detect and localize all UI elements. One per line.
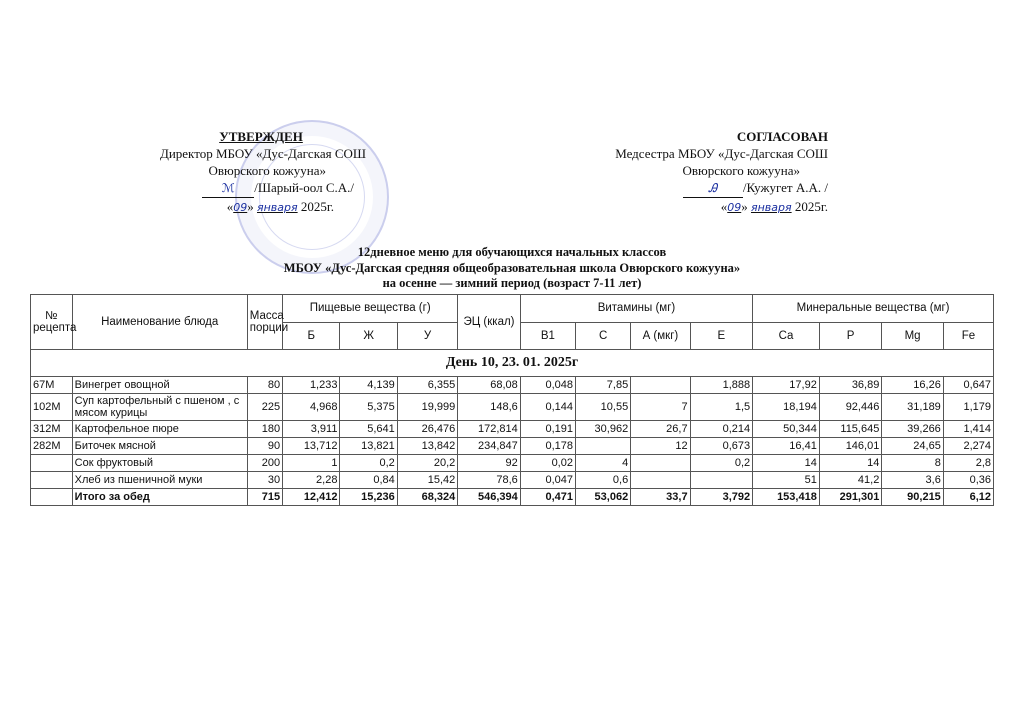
cell-iron: 2,8 — [943, 455, 993, 472]
cell-phosphorus: 146,01 — [819, 438, 882, 455]
cell-carbs: 19,999 — [397, 394, 457, 421]
header-iron: Fe — [943, 322, 993, 350]
header-vitamin-c: С — [575, 322, 630, 350]
cell-calcium: 50,344 — [753, 421, 820, 438]
approval-date-month: января — [256, 201, 298, 214]
cell-calcium: 153,418 — [753, 489, 820, 506]
cell-energy: 68,08 — [458, 377, 521, 394]
cell-fat: 5,641 — [340, 421, 397, 438]
header-vitamins: Витамины (мг) — [520, 295, 752, 323]
header-portion-mass: Масса порции — [247, 295, 282, 350]
cell-dish-name: Картофельное пюре — [72, 421, 247, 438]
cell-dish-name: Хлеб из пшеничной муки — [72, 472, 247, 489]
cell-phosphorus: 41,2 — [819, 472, 882, 489]
header-protein: Б — [283, 322, 340, 350]
cell-vitamin-e: 0,214 — [690, 421, 753, 438]
approval-block-nurse: СОГЛАСОВАН Медсестра МБОУ «Дус-Дагская СОШ Овюрского кожууна» Ꭿ /Кужугет А.А. / «09» января 2025г. — [560, 128, 828, 216]
cell-fat: 13,821 — [340, 438, 397, 455]
header-dish-name: Наименование блюда — [72, 295, 247, 350]
approval-date-year: 2025г. — [794, 199, 828, 214]
cell-phosphorus: 291,301 — [819, 489, 882, 506]
cell-carbs: 26,476 — [397, 421, 457, 438]
approval-date-day: 09 — [727, 201, 742, 214]
document-title — [0, 245, 1024, 292]
header-carbs: У — [397, 322, 457, 350]
cell-protein: 3,911 — [283, 421, 340, 438]
day-row — [31, 350, 994, 377]
cell-carbs: 6,355 — [397, 377, 457, 394]
approval-block-director: УТВЕРЖДЕН Директор МБОУ «Дус-Дагская СОШ Овюрского кожууна» ℳ /Шарый-оол С.А./ «09» января 2025г. — [96, 128, 366, 216]
cell-iron: 0,647 — [943, 377, 993, 394]
cell-vitamin-b1: 0,048 — [520, 377, 575, 394]
cell-protein: 13,712 — [283, 438, 340, 455]
approval-date-day: 09 — [233, 201, 248, 214]
cell-vitamin-b1: 0,047 — [520, 472, 575, 489]
cell-portion-mass: 80 — [247, 377, 282, 394]
cell-magnesium: 90,215 — [882, 489, 943, 506]
cell-vitamin-c: 10,55 — [575, 394, 630, 421]
cell-energy: 92 — [458, 455, 521, 472]
cell-carbs: 68,324 — [397, 489, 457, 506]
approval-heading: СОГЛАСОВАН — [736, 129, 828, 144]
cell-fat: 0,2 — [340, 455, 397, 472]
cell-portion-mass: 225 — [247, 394, 282, 421]
cell-vitamin-c: 53,062 — [575, 489, 630, 506]
approval-heading: УТВЕРЖДЕН — [219, 129, 303, 144]
cell-vitamin-b1: 0,02 — [520, 455, 575, 472]
cell-fat: 4,139 — [340, 377, 397, 394]
cell-iron: 0,36 — [943, 472, 993, 489]
table-row — [31, 455, 994, 472]
header-fat: Ж — [340, 322, 397, 350]
cell-magnesium: 39,266 — [882, 421, 943, 438]
title-line-3: на осенне — зимний период (возраст 7-11 лет) — [382, 276, 642, 290]
cell-portion-mass: 30 — [247, 472, 282, 489]
nurse-signature: Ꭿ — [683, 180, 743, 198]
cell-vitamin-a — [631, 455, 690, 472]
cell-calcium: 14 — [753, 455, 820, 472]
cell-carbs: 13,842 — [397, 438, 457, 455]
header-vitamin-e: Е — [690, 322, 753, 350]
cell-dish-name: Итого за обед — [72, 489, 247, 506]
cell-vitamin-b1: 0,144 — [520, 394, 575, 421]
approval-organization: Овюрского кожууна» — [208, 163, 326, 178]
cell-magnesium: 8 — [882, 455, 943, 472]
table-header-row-1 — [31, 295, 994, 323]
cell-phosphorus: 14 — [819, 455, 882, 472]
cell-vitamin-e: 0,673 — [690, 438, 753, 455]
cell-recipe-number — [31, 489, 73, 506]
header-calcium: Са — [753, 322, 820, 350]
cell-energy: 148,6 — [458, 394, 521, 421]
cell-vitamin-a — [631, 377, 690, 394]
cell-protein: 4,968 — [283, 394, 340, 421]
day-label: День 10, 23. 01. 2025г — [31, 350, 994, 377]
title-line-2: МБОУ «Дус-Дагская средняя общеобразовательная школа Овюрского кожууна» — [283, 260, 741, 275]
cell-protein: 1,233 — [283, 377, 340, 394]
cell-iron: 6,12 — [943, 489, 993, 506]
table-row — [31, 472, 994, 489]
cell-calcium: 16,41 — [753, 438, 820, 455]
cell-recipe-number: 282М — [31, 438, 73, 455]
cell-carbs: 20,2 — [397, 455, 457, 472]
cell-carbs: 15,42 — [397, 472, 457, 489]
cell-vitamin-a: 26,7 — [631, 421, 690, 438]
cell-vitamin-e: 0,2 — [690, 455, 753, 472]
cell-magnesium: 24,65 — [882, 438, 943, 455]
cell-portion-mass: 90 — [247, 438, 282, 455]
cell-dish-name: Сок фруктовый — [72, 455, 247, 472]
header-magnesium: Mg — [882, 322, 943, 350]
cell-vitamin-c: 0,6 — [575, 472, 630, 489]
cell-protein: 12,412 — [283, 489, 340, 506]
cell-calcium: 18,194 — [753, 394, 820, 421]
cell-protein: 2,28 — [283, 472, 340, 489]
approval-date-month: января — [750, 201, 792, 214]
cell-vitamin-a: 33,7 — [631, 489, 690, 506]
cell-portion-mass: 200 — [247, 455, 282, 472]
table-row — [31, 421, 994, 438]
cell-vitamin-b1: 0,471 — [520, 489, 575, 506]
header-vitamin-a: А (мкг) — [631, 322, 690, 350]
header-vitamin-b1: В1 — [520, 322, 575, 350]
cell-magnesium: 16,26 — [882, 377, 943, 394]
cell-magnesium: 31,189 — [882, 394, 943, 421]
cell-vitamin-e: 1,888 — [690, 377, 753, 394]
cell-energy: 172,814 — [458, 421, 521, 438]
table-row — [31, 438, 994, 455]
cell-vitamin-e: 3,792 — [690, 489, 753, 506]
cell-energy: 546,394 — [458, 489, 521, 506]
cell-vitamin-a — [631, 472, 690, 489]
approval-name: /Кужугет А.А. / — [742, 180, 828, 195]
cell-recipe-number: 102М — [31, 394, 73, 421]
cell-protein: 1 — [283, 455, 340, 472]
cell-recipe-number — [31, 455, 73, 472]
header-recipe-number: № рецепта — [31, 295, 73, 350]
cell-phosphorus: 92,446 — [819, 394, 882, 421]
cell-vitamin-c — [575, 438, 630, 455]
cell-vitamin-a: 12 — [631, 438, 690, 455]
header-nutrients: Пищевые вещества (г) — [283, 295, 458, 323]
cell-iron: 1,179 — [943, 394, 993, 421]
cell-energy: 78,6 — [458, 472, 521, 489]
cell-vitamin-a: 7 — [631, 394, 690, 421]
table-total-row — [31, 489, 994, 506]
cell-iron: 2,274 — [943, 438, 993, 455]
cell-portion-mass: 715 — [247, 489, 282, 506]
cell-recipe-number: 312М — [31, 421, 73, 438]
cell-fat: 5,375 — [340, 394, 397, 421]
approval-position: Директор МБОУ «Дус-Дагская СОШ — [159, 146, 366, 161]
header-energy: ЭЦ (ккал) — [458, 295, 521, 350]
cell-calcium: 51 — [753, 472, 820, 489]
header-minerals: Минеральные вещества (мг) — [753, 295, 994, 323]
cell-phosphorus: 36,89 — [819, 377, 882, 394]
cell-dish-name: Биточек мясной — [72, 438, 247, 455]
header-phosphorus: Р — [819, 322, 882, 350]
cell-vitamin-b1: 0,178 — [520, 438, 575, 455]
cell-energy: 234,847 — [458, 438, 521, 455]
cell-phosphorus: 115,645 — [819, 421, 882, 438]
cell-dish-name: Суп картофельный с пшеном , с мясом курицы — [72, 394, 247, 421]
approval-position: Медсестра МБОУ «Дус-Дагская СОШ — [615, 146, 828, 161]
table-row — [31, 377, 994, 394]
title-line-1: 12дневное меню для обучающихся начальных классов — [357, 245, 667, 259]
cell-vitamin-c: 30,962 — [575, 421, 630, 438]
cell-vitamin-b1: 0,191 — [520, 421, 575, 438]
cell-portion-mass: 180 — [247, 421, 282, 438]
cell-fat: 15,236 — [340, 489, 397, 506]
cell-calcium: 17,92 — [753, 377, 820, 394]
cell-iron: 1,414 — [943, 421, 993, 438]
table-row — [31, 394, 994, 421]
cell-recipe-number — [31, 472, 73, 489]
cell-vitamin-e: 1,5 — [690, 394, 753, 421]
cell-vitamin-c: 7,85 — [575, 377, 630, 394]
approval-name: /Шарый-оол С.А./ — [254, 180, 354, 195]
cell-magnesium: 3,6 — [882, 472, 943, 489]
approval-organization: Овюрского кожууна» — [682, 163, 800, 178]
cell-dish-name: Винегрет овощной — [72, 377, 247, 394]
cell-vitamin-c: 4 — [575, 455, 630, 472]
cell-vitamin-e — [690, 472, 753, 489]
director-signature: ℳ — [202, 180, 254, 198]
cell-recipe-number: 67М — [31, 377, 73, 394]
cell-fat: 0,84 — [340, 472, 397, 489]
menu-table — [30, 294, 994, 506]
approval-date-year: 2025г. — [300, 199, 334, 214]
